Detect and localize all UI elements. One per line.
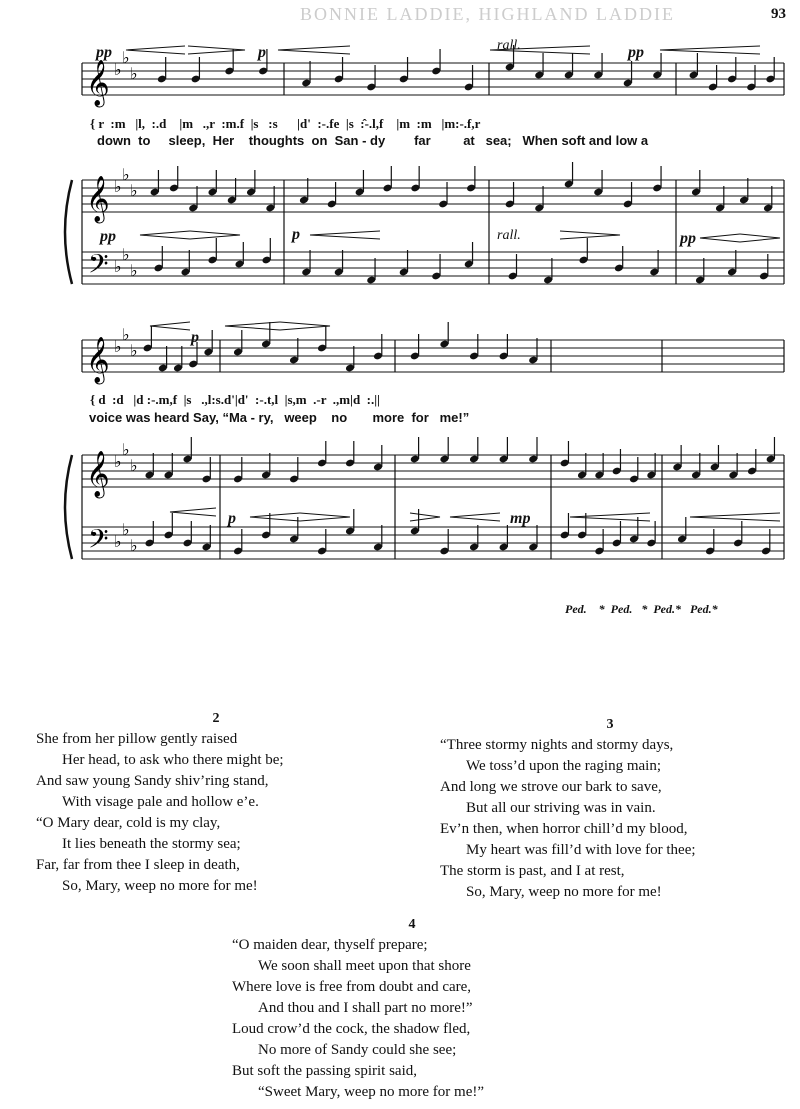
verse-line: With visage pale and hollow e’e. — [62, 794, 259, 810]
voice-staff-1 — [82, 63, 784, 95]
flat-icon: ♭ — [130, 341, 138, 360]
sol-fa-line-1: { r :m |l, :.d |m .,r :m.f |s :s |d' :-.fe |s :̂-.l,f |m :m |m:-.f,r — [90, 116, 481, 131]
verse-line: Where love is free from doubt and care, — [232, 979, 472, 995]
dynamic-p-voice-3: p — [191, 329, 199, 346]
treble-staff-1 — [82, 180, 784, 212]
flat-icon: ♭ — [122, 165, 130, 184]
verse-line: The storm is past, and I at rest, — [440, 863, 625, 879]
bass-clef-icon: 𝄢 — [88, 523, 109, 561]
flat-icon: ♭ — [114, 452, 122, 471]
verse-line: Far, far from thee I sleep in death, — [36, 857, 240, 873]
pedal-markings: Ped. * Ped. * Ped.* Ped.* — [565, 602, 718, 616]
lyric-line-2: voice was heard Say, “Ma - ry, weep no more for me!” — [89, 410, 470, 425]
decrescendo-hairpin — [560, 231, 620, 239]
crescendo-hairpin — [278, 46, 350, 54]
flat-icon: ♭ — [114, 177, 122, 196]
flat-icon: ♭ — [114, 257, 122, 276]
flat-icon: ♭ — [130, 456, 138, 475]
verse-line: Her head, to ask who there might be; — [62, 752, 284, 768]
flat-icon: ♭ — [114, 60, 122, 79]
verse-number: 3 — [606, 717, 614, 732]
decrescendo-hairpin — [188, 46, 245, 54]
verse-line: “Sweet Mary, weep no more for me!” — [258, 1084, 485, 1100]
voice-staff-2 — [82, 340, 784, 372]
brace — [65, 180, 72, 284]
crescendo-hairpin — [140, 231, 190, 239]
crescendo-hairpin — [450, 513, 500, 521]
verse-line: We toss’d upon the raging main; — [466, 758, 662, 774]
lyric-line-1: down to sleep, Her thoughts on San - dy far at sea; When soft and low a — [97, 133, 649, 148]
dynamic-pp-piano: pp — [100, 228, 116, 245]
verse-line: She from her pillow gently raised — [36, 731, 238, 747]
crescendo-hairpin — [690, 513, 780, 521]
verse-line: No more of Sandy could she see; — [258, 1042, 457, 1058]
crescendo-hairpin — [170, 508, 216, 516]
treble-clef-icon: 𝄞 — [86, 60, 110, 106]
dynamic-p-voice: p — [258, 44, 266, 61]
verse-line: But soft the passing spirit said, — [232, 1063, 417, 1079]
verse-line: It lies beneath the stormy sea; — [62, 836, 241, 852]
verse-number: 2 — [212, 711, 220, 726]
flat-icon: ♭ — [130, 536, 138, 555]
verse-4 — [232, 914, 592, 1103]
flat-icon: ♭ — [114, 532, 122, 551]
verse-number: 4 — [408, 917, 416, 932]
bass-clef-icon: 𝄢 — [88, 248, 109, 286]
treble-clef-icon: 𝄞 — [86, 451, 110, 497]
running-title: BONNIE LADDIE, HIGHLAND LADDIE — [300, 4, 675, 24]
treble-clef-icon: 𝄞 — [86, 176, 110, 222]
verse-line: We soon shall meet upon that shore — [258, 958, 471, 974]
rall-piano: rall. — [497, 228, 521, 243]
verse-line: Ev’n then, when horror chill’d my blood, — [440, 821, 688, 837]
verse-line: “Three stormy nights and stormy days, — [440, 737, 674, 753]
flat-icon: ♭ — [122, 48, 130, 67]
crescendo-hairpin — [250, 513, 300, 521]
dynamic-pp-voice-2: pp — [628, 44, 644, 61]
flat-icon: ♭ — [130, 64, 138, 83]
verse-line: So, Mary, weep no more for me! — [466, 884, 662, 900]
decrescendo-hairpin — [410, 513, 440, 521]
flat-icon: ♭ — [122, 440, 130, 459]
verse-line: And saw young Sandy shiv’ring stand, — [36, 773, 269, 789]
verse-line: “O Mary dear, cold is my clay, — [36, 815, 221, 831]
crescendo-hairpin — [225, 322, 280, 330]
page-number: 93 — [771, 6, 786, 22]
crescendo-hairpin — [700, 234, 740, 242]
flat-icon: ♭ — [114, 337, 122, 356]
verse-line: So, Mary, weep no more for me! — [62, 878, 258, 894]
decrescendo-hairpin — [190, 231, 240, 239]
crescendo-hairpin — [310, 231, 380, 239]
verse-line: But all our striving was in vain. — [466, 800, 656, 816]
flat-icon: ♭ — [122, 245, 130, 264]
treble-clef-icon: 𝄞 — [86, 337, 110, 383]
verse-line: “O maiden dear, thyself prepare; — [232, 937, 428, 953]
dynamic-pp-voice: pp — [96, 44, 112, 61]
brace — [65, 455, 72, 559]
verse-line: And thou and I shall part no more!” — [258, 1000, 473, 1016]
flat-icon: ♭ — [122, 520, 130, 539]
flat-icon: ♭ — [122, 325, 130, 344]
verse-3 — [440, 714, 780, 903]
verse-line: My heart was fill’d with love for thee; — [466, 842, 696, 858]
crescendo-hairpin — [150, 322, 190, 330]
dynamic-pp-piano-2: pp — [680, 230, 696, 247]
decrescendo-hairpin — [280, 322, 330, 330]
verse-line: And long we strove our bark to save, — [440, 779, 662, 795]
crescendo-hairpin — [660, 46, 760, 54]
verse-line: Loud crow’d the cock, the shadow fled, — [232, 1021, 471, 1037]
flat-icon: ♭ — [130, 181, 138, 200]
flat-icon: ♭ — [130, 261, 138, 280]
dynamic-p-piano-3: p — [228, 510, 236, 527]
bass-staff-1 — [82, 252, 784, 284]
sol-fa-line-2: { d :d |d :-.m,f |s .,l:s.d'|d' :-.t,l |s,m .-r .,m|d :.|| — [90, 392, 380, 407]
rall-voice: rall. — [497, 38, 521, 53]
crescendo-hairpin — [126, 46, 185, 54]
dynamic-p-piano: p — [292, 226, 300, 243]
decrescendo-hairpin — [300, 513, 350, 521]
dynamic-mp-piano: mp — [510, 510, 531, 527]
verse-2 — [36, 708, 396, 897]
decrescendo-hairpin — [740, 234, 780, 242]
